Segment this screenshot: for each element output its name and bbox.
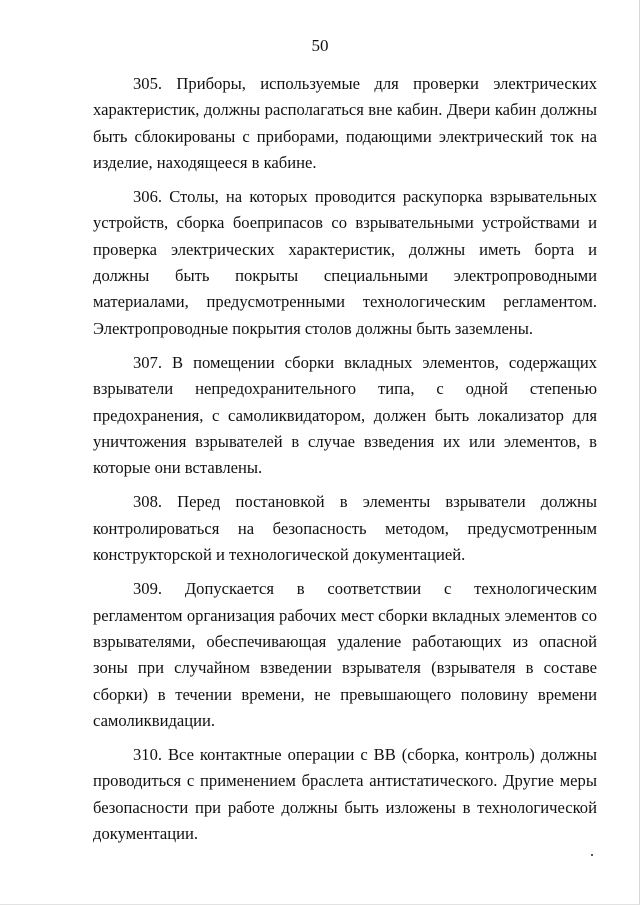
paragraph-310: 310. Все контактные операции с ВВ (сборка, контроль) должны проводиться с применением браслета антистатического. Другие меры безопасности при работе должны быть изложены в технологической документации.: [93, 745, 597, 844]
paragraph-307: 307. В помещении сборки вкладных элементов, содержащих взрыватели непредохранительного типа, с одной степенью предохранения, с самоликвидатором, должен быть локализатор для уничтожения взрывателей в случае взведения их или элементов, в которые они вставлены.: [93, 352, 597, 478]
page-number: 50: [311, 36, 329, 55]
document-body: [93, 71, 597, 855]
scan-speck: [591, 854, 593, 856]
paragraph-305: 305. Приборы, используемые для проверки электрических характеристик, должны располагаться вне кабин. Двери кабин должны быть сблокированы с приборами, подающими электрический ток на изделие, находящееся в кабине.: [93, 74, 597, 172]
paragraph-309: 309. Допускается в соответствии с технологическим регламентом организация рабочих мест сборки вкладных элементов со взрывателями, обеспечивающая удаление работающих из опасной зоны при случайном взведении взрывателя (взрывателя в составе сборки) в течении времени, не превышающего половину времени самоликвидации.: [93, 579, 597, 730]
paragraph-308: 308. Перед постановкой в элементы взрыватели должны контролироваться на безопасность методом, предусмотренным конструкторской и технологической документацией.: [93, 492, 597, 565]
paragraph-306: 306. Столы, на которых проводится раскупорка взрывательных устройств, сборка боеприпасов со взрывательными устройствами и проверка электрических характеристик, должны иметь борта и должны быть покрыты специальными электропроводными материалами, предусмотренными технологическим регламентом. Электропроводные покрытия столов должны быть заземлены.: [93, 187, 597, 338]
